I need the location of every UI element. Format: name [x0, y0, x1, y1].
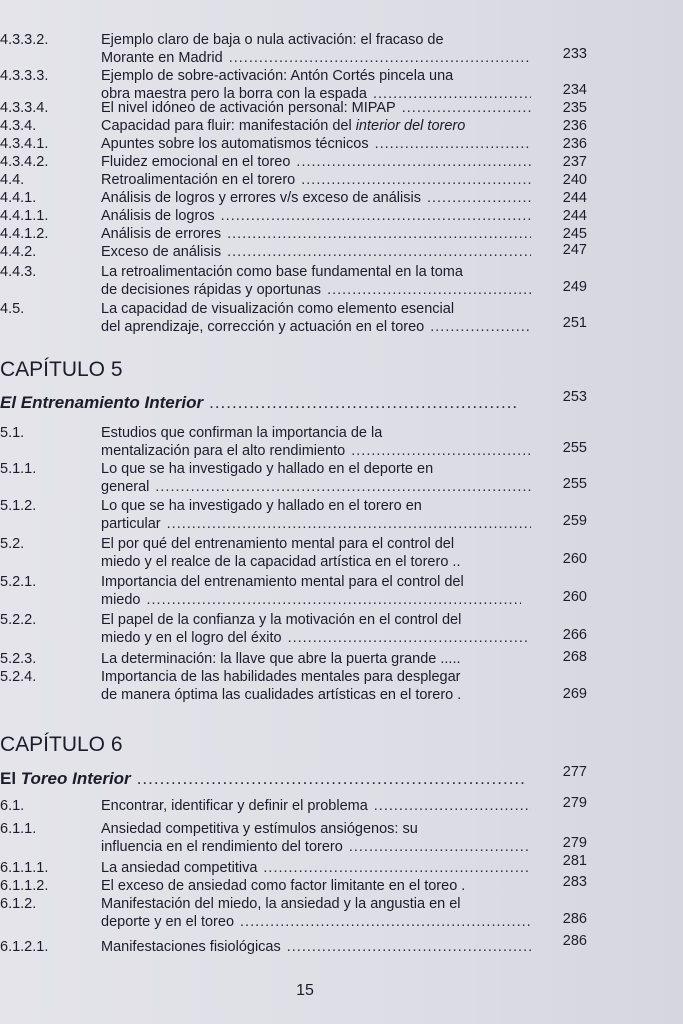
toc-page: 279 [562, 835, 587, 851]
toc-number: 6.1.1. [0, 821, 37, 837]
toc-text: Importancia del entrenamiento mental para el control del [101, 574, 464, 590]
toc-text: Ejemplo claro de baja o nula activación: el fracaso de [101, 32, 444, 48]
toc-number: 4.3.3.2. [0, 32, 49, 48]
toc-text: Lo que se ha investigado y hallado en el deporte en [101, 461, 434, 477]
toc-text: Lo que se ha investigado y hallado en el torero en [101, 498, 422, 514]
toc-text: Importancia de las habilidades mentales para desplegar [101, 669, 461, 685]
toc-page: 233 [562, 46, 587, 62]
toc-text: Análisis de logros y errores v/s exceso de análisis [101, 190, 421, 206]
toc-page: 260 [562, 551, 587, 567]
toc-text: de decisiones rápidas y oportunas [101, 281, 322, 298]
toc-page: 277 [562, 764, 587, 780]
toc-number: 5.1.1. [0, 461, 37, 477]
toc-number: 4.4.3. [0, 264, 37, 280]
toc-number: 6.1.1.2. [0, 878, 49, 894]
toc-number: 5.2. [0, 536, 25, 552]
toc-number: 6.1.2.1. [0, 939, 49, 955]
toc-number: 4.4.1.1. [0, 208, 49, 224]
toc-page: 245 [562, 226, 587, 242]
toc-text: La determinación: la llave que abre la puerta grande ..... [101, 651, 461, 667]
toc-text: de manera óptima las cualidades artísticas en el torero . [101, 686, 462, 703]
toc-page: 247 [562, 242, 587, 258]
toc-text: El exceso de ansiedad como factor limitante en el toreo . [101, 878, 466, 894]
toc-number: 5.2.1. [0, 574, 37, 590]
toc-text: Capacidad para fluir: manifestación del interior del torero [101, 118, 466, 134]
toc-page: 249 [562, 279, 587, 295]
toc-text: Morante en Madrid [101, 49, 223, 66]
toc-page: 259 [562, 513, 587, 529]
toc-text: del aprendizaje, corrección y actuación en el toreo [101, 318, 425, 335]
toc-text: La ansiedad competitiva [101, 860, 258, 876]
toc-text: Retroalimentación en el torero [101, 172, 296, 188]
toc-page: 244 [562, 190, 587, 206]
toc-number: 4.4.2. [0, 244, 37, 260]
toc-text: Fluidez emocional en el toreo [101, 154, 291, 170]
toc-text: deporte y en el toreo [101, 913, 235, 930]
toc-page: 236 [562, 136, 587, 152]
toc-text: Apuntes sobre los automatismos técnicos [101, 136, 369, 152]
toc-text: miedo [101, 591, 141, 608]
toc-page: 268 [562, 649, 587, 665]
toc-text: Análisis de errores [101, 226, 222, 242]
toc-page: 244 [562, 208, 587, 224]
toc-page: 240 [562, 172, 587, 188]
toc-page: 237 [562, 154, 587, 170]
chapter-title: El Toreo Interior [0, 769, 131, 788]
toc-page: 255 [562, 440, 587, 456]
toc-text: obra maestra pero la borra con la espada [101, 85, 367, 102]
toc-number: 5.2.3. [0, 651, 37, 667]
toc-number: 4.4.1.2. [0, 226, 49, 242]
toc-text: Estudios que confirman la importancia de la [101, 425, 383, 441]
toc-page: 283 [562, 874, 587, 890]
toc-number: 6.1.1.1. [0, 860, 49, 876]
toc-page: 286 [562, 911, 587, 927]
toc-page: 235 [562, 100, 587, 116]
toc-number: 6.1.2. [0, 896, 37, 912]
toc-text: mentalización para el alto rendimiento [101, 442, 346, 459]
page-number: 15 [296, 982, 314, 999]
toc-number: 4.3.4.2. [0, 154, 49, 170]
toc-number: 5.1.2. [0, 498, 37, 514]
chapter-heading: CAPÍTULO 6 [0, 733, 123, 756]
toc-text: Encontrar, identificar y definir el problema [101, 798, 368, 814]
toc-number: 4.3.4. [0, 118, 37, 134]
toc-text: Ejemplo de sobre-activación: Antón Cortés pincela una [101, 68, 454, 84]
toc-number: 6.1. [0, 798, 25, 814]
toc-text: El papel de la confianza y la motivación en el control del [101, 612, 462, 628]
toc-text: Análisis de logros [101, 208, 215, 224]
toc-text: particular [101, 515, 161, 532]
toc-text: El por qué del entrenamiento mental para el control del [101, 536, 455, 552]
toc-page: 253 [562, 389, 587, 405]
toc-page: 251 [562, 315, 587, 331]
toc-text: general [101, 478, 150, 495]
toc-text: influencia en el rendimiento del torero [101, 838, 343, 855]
toc-number: 5.2.2. [0, 612, 37, 628]
toc-number: 4.3.3.4. [0, 100, 49, 116]
toc-number: 5.1. [0, 425, 25, 441]
toc-text: La capacidad de visualización como elemento esencial [101, 301, 455, 317]
toc-number: 4.4. [0, 172, 25, 188]
toc-number: 4.4.1. [0, 190, 37, 206]
toc-number: 5.2.4. [0, 669, 37, 685]
toc-page: 234 [562, 82, 587, 98]
toc-number: 4.3.3.3. [0, 68, 49, 84]
toc-text: Ansiedad competitiva y estímulos ansiógenos: su [101, 821, 418, 837]
toc-page: 279 [562, 795, 587, 811]
chapter-title: El Entrenamiento Interior [0, 393, 204, 412]
toc-page: 255 [562, 476, 587, 492]
toc-page: 260 [562, 589, 587, 605]
toc-text: La retroalimentación como base fundamental en la toma [101, 264, 463, 280]
toc-text: El nivel idóneo de activación personal: MIPAP [101, 100, 396, 116]
toc-text: miedo y el realce de la capacidad artística en el torero .. [101, 553, 461, 570]
toc-page: 269 [562, 686, 587, 702]
toc-text: miedo y en el logro del éxito [101, 629, 282, 646]
chapter-heading: CAPÍTULO 5 [0, 358, 123, 381]
toc-text: Manifestación del miedo, la ansiedad y la angustia en el [101, 896, 461, 912]
toc-page: 266 [562, 627, 587, 643]
toc-text: Manifestaciones fisiológicas [101, 939, 281, 955]
toc-number: 4.5. [0, 301, 25, 317]
toc-text: Exceso de análisis [101, 244, 222, 260]
toc-number: 4.3.4.1. [0, 136, 49, 152]
toc-page: 281 [562, 853, 587, 869]
toc-page: 236 [562, 118, 587, 134]
toc-page: 286 [562, 933, 587, 949]
